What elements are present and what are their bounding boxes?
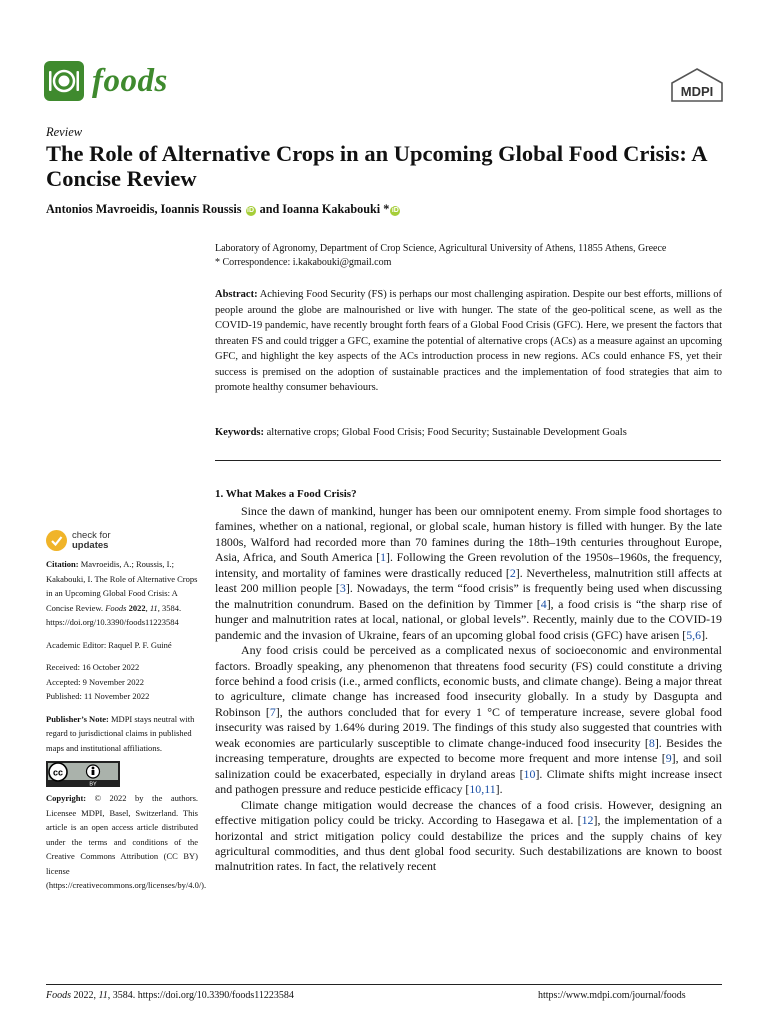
abstract-text: Achieving Food Security (FS) is perhaps our most challenging aspiration. Despite our best efforts, millions of people around the globe are malnourished or live with hunger. The state of the geo-political scene, as well as the COVID-19 pandemic, have recently brought forth fears of a Global Food Crisis (GFC). Here, we present the factors that threaten FS and could trigger a GFC, examine the potential of alternative crops (ACs) as a measure against an upcoming GFC, and highlight the key aspects of the ACs introduction process in new regions. ACs could enhance FS, yet their success is premised on the adoption of sustainable practices and the implementation of food strategies that aim to promote healthy consumer behaviours. xyxy=(215,289,722,393)
affiliation-block xyxy=(215,242,725,269)
author-list xyxy=(46,202,401,217)
reference-link[interactable]: 4 xyxy=(540,596,547,611)
reference-link[interactable]: 3 xyxy=(339,581,346,596)
keywords-label: Keywords: xyxy=(215,427,264,438)
check-updates-line2: updates xyxy=(72,539,109,551)
affiliation: Laboratory of Agronomy, Department of Crop Science, Agricultural University of Athens, 11855 Athens, Greece xyxy=(215,243,667,254)
publisher-note: Publisher’s Note: MDPI stays neutral with regard to jurisdictional claims in published maps and institutional affiliations. xyxy=(46,713,195,753)
article-title: The Role of Alternative Crops in an Upcoming Global Food Crisis: A Concise Review xyxy=(46,141,707,191)
authors-part2: and Ioanna Kakabouki * xyxy=(259,202,390,216)
copyright: Copyright: © 2022 by the authors. Licensee MDPI, Basel, Switzerland. This article is an open access article distributed under the terms and conditions of the Creative Commons Attribution (CC BY) license (https://creativecommons.org/licenses/by/4.0/). xyxy=(46,793,207,890)
keywords-text: alternative crops; Global Food Crisis; Food Security; Sustainable Development Goals xyxy=(266,427,627,438)
reference-link[interactable]: 10 xyxy=(523,766,536,781)
check-updates-icon xyxy=(46,530,67,551)
keywords xyxy=(215,427,725,438)
journal-logo[interactable] xyxy=(44,60,168,102)
paragraph-2: Any food crisis could be perceived as a complicated nexus of socioeconomic and environmental factors. Broadly speaking, any phenomenon that threatens food security (FS) could constitute a driving force behind a food crisis (i.e., armed conflicts, economic busts, and climate change). Being a major threat to agriculture, climate change has increased food insecurity globally. In a study by Dasgupta and Robinson [7], the authors concluded that for every 1 °C of temperature increase, severe global food insecurity was raised by 1.64% during 2019. The findings of this study also suggested that countries with weak economies are particularly susceptible to climate change-induced food insecurity [8]. Besides the increasing temperature, droughts are expected to become more frequent and more intense [9], and soil salinization could be exacerbated, especially in dryland areas [10]. Climate shifts might increase insect and pathogen pressure and reduce pesticide efficacy [10,11]. xyxy=(215,643,722,797)
mdpi-logo-text: MDPI xyxy=(680,84,714,99)
reference-link[interactable]: 5,6 xyxy=(686,627,702,642)
orcid-icon[interactable]: iD xyxy=(391,207,399,214)
paragraph-3: Climate change mitigation would decrease the chances of a food crisis. However, designing an effective mitigation policy could be tricky. According to Hasegawa et al. [12], the implementation of a horizontal and strict mitigation policy could destabilize the prices and the supply chains of key agricultural commodities, and thus dent global food security. Such destabilizations are known to boost malnutrition rates. In fact, the relatively recent xyxy=(215,797,722,874)
reference-link[interactable]: 10,11 xyxy=(469,782,496,797)
footer-divider xyxy=(46,984,722,985)
article-type: Review xyxy=(46,125,83,139)
cc-by-license-badge[interactable] xyxy=(46,761,120,787)
article-info-sidebar xyxy=(46,529,207,893)
academic-editor: Academic Editor: Raquel P. F. Guiné xyxy=(46,639,172,650)
footer-journal-url[interactable]: https://www.mdpi.com/journal/foods xyxy=(538,990,686,1001)
journal-name: foods xyxy=(92,62,168,99)
authors-part1: Antonios Mavroeidis, Ioannis Roussis xyxy=(46,202,242,216)
check-for-updates-button[interactable] xyxy=(46,530,198,551)
reference-link[interactable]: 9 xyxy=(665,751,672,766)
check-updates-line1: check for xyxy=(72,529,111,541)
section-body xyxy=(215,504,722,875)
foods-logo-icon xyxy=(44,61,84,101)
received-date: Received: 16 October 2022 xyxy=(46,662,140,672)
abstract xyxy=(215,287,722,396)
reference-link[interactable]: 2 xyxy=(509,565,516,580)
mdpi-logo[interactable] xyxy=(668,67,726,103)
paragraph-1: Since the dawn of mankind, hunger has been our omnipotent enemy. From simple food shortages to famines, whether on a national, regional, or global scale, human history is filled with hunger. By the late 1800s, Walford had recorded more than 70 famines during the 18th–19th centuries throughout Europe, Asia, Africa, and South America [1]. Following the Green revolution of the 1950s–1960s, the frequency, intensity, and mortality of famines were drastically reduced [2]. Nevertheless, malnutrition still affects at least 200 million people [3]. Nowadays, the term “food crisis” is frequently being used when discussing the malnutrition conundrum. Based on the definition by Timmer [4], a food crisis is “the sharp rise of hunger and malnutrition rates at local, national, or global levels”. Recently, mainly due to the COVID-19 pandemic and the invasion of Ukraine, fears of an upcoming global food crisis (GFC) have arisen [5,6]. xyxy=(215,504,723,642)
footer-citation: Foods 2022, 11, 3584. https://doi.org/10.3390/foods11223584 xyxy=(46,990,294,1001)
abstract-label: Abstract: xyxy=(215,289,258,300)
accepted-date: Accepted: 9 November 2022 xyxy=(46,676,144,687)
section-heading: 1. What Makes a Food Crisis? xyxy=(215,488,357,500)
orcid-icon[interactable]: iD xyxy=(247,207,255,214)
cc-by-label: BY xyxy=(89,781,97,787)
reference-link[interactable]: 8 xyxy=(648,735,655,750)
divider xyxy=(215,460,721,461)
svg-text:cc: cc xyxy=(52,767,64,778)
citation: Citation: Mavroeidis, A.; Roussis, I.; Kakabouki, I. The Role of Alternative Crops in an Upcoming Global Food Crisis: A Concise Review. Foods 2022, 11, 3584. https://doi.org/10.3390/foods11223584 xyxy=(46,559,198,627)
published-date: Published: 11 November 2022 xyxy=(46,691,150,701)
reference-link[interactable]: 12 xyxy=(581,813,594,828)
reference-link[interactable]: 7 xyxy=(269,704,276,719)
reference-link[interactable]: 1 xyxy=(380,550,387,565)
correspondence: * Correspondence: i.kakabouki@gmail.com xyxy=(215,256,392,268)
